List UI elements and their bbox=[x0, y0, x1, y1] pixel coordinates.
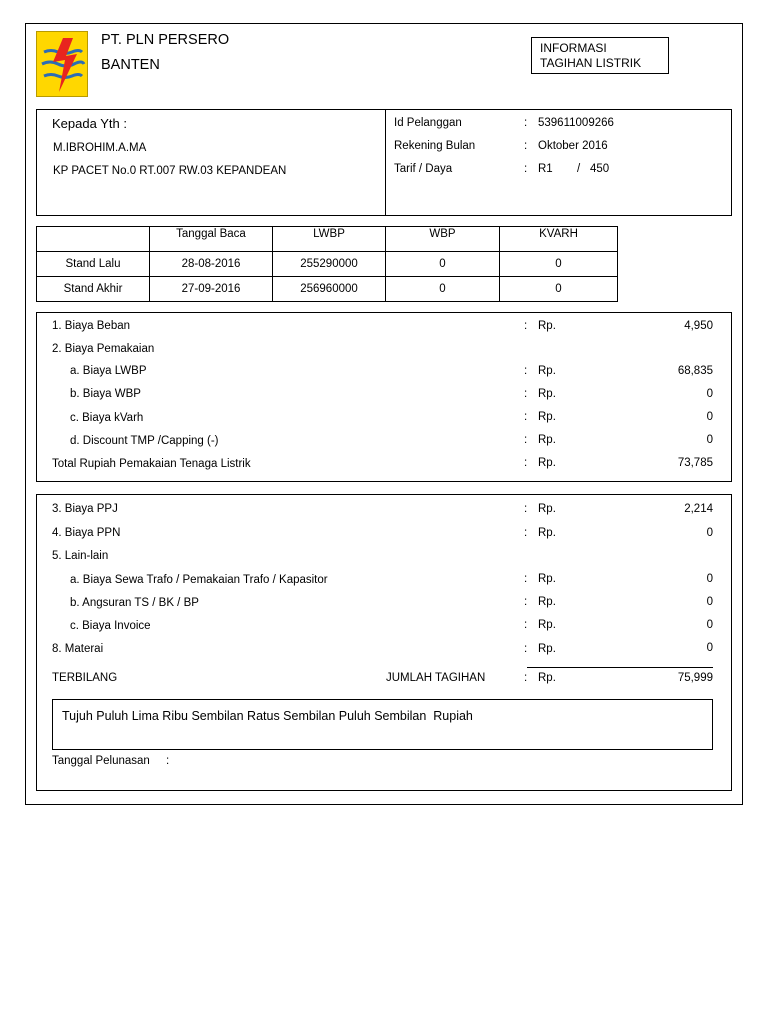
charge-value: 4,950 bbox=[684, 320, 713, 332]
amount-in-words: Tujuh Puluh Lima Ribu Sembilan Ratus Sembilan Puluh Sembilan Rupiah bbox=[62, 709, 473, 723]
meter-header-cell bbox=[37, 227, 150, 252]
payment-date-label: Tanggal Pelunasan bbox=[52, 755, 150, 767]
customer-id-value: 539611009266 bbox=[538, 117, 614, 129]
terbilang-label: TERBILANG bbox=[52, 672, 118, 684]
payment-date-sep: : bbox=[166, 755, 170, 767]
charge-label: 2. Biaya Pemakaian bbox=[52, 343, 155, 355]
tariff-slash: / bbox=[577, 163, 581, 175]
customer-id-label: Id Pelanggan bbox=[394, 117, 462, 129]
charge-sep: : bbox=[524, 596, 528, 608]
charge-label: 1. Biaya Beban bbox=[52, 320, 131, 332]
meter-header-cell: LWBP bbox=[273, 227, 386, 252]
charge-value: 0 bbox=[706, 573, 713, 585]
meter-cell: 0 bbox=[386, 252, 500, 277]
total-label: JUMLAH TAGIHAN bbox=[386, 672, 486, 684]
charge-sep: : bbox=[524, 503, 528, 515]
pln-logo-icon bbox=[36, 31, 88, 97]
info-line-2: TAGIHAN LISTRIK bbox=[540, 56, 642, 70]
charge-currency: Rp. bbox=[538, 320, 556, 332]
customer-box bbox=[36, 109, 732, 216]
meter-cell: 0 bbox=[386, 277, 500, 302]
charge-value: 0 bbox=[706, 411, 713, 423]
power-value: 450 bbox=[590, 163, 610, 175]
charge-sep: : bbox=[524, 457, 528, 469]
charge-sep: : bbox=[524, 527, 528, 539]
greeting: Kepada Yth : bbox=[52, 116, 127, 131]
usage-total-label: Total Rupiah Pemakaian Tenaga Listrik bbox=[52, 458, 251, 470]
charge-label: b. Angsuran TS / BK / BP bbox=[70, 597, 199, 609]
charge-currency: Rp. bbox=[538, 457, 556, 469]
charge-label: a. Biaya Sewa Trafo / Pemakaian Trafo / Kapasitor bbox=[70, 574, 328, 586]
customer-divider bbox=[385, 109, 386, 216]
company-name: PT. PLN PERSERO bbox=[101, 32, 230, 48]
sep: : bbox=[524, 140, 528, 152]
amount-in-words-box bbox=[52, 699, 713, 750]
meter-header-cell: WBP bbox=[386, 227, 500, 252]
period-label: Rekening Bulan bbox=[394, 140, 476, 152]
charge-currency: Rp. bbox=[538, 619, 556, 631]
charge-label: b. Biaya WBP bbox=[70, 388, 141, 400]
table-row bbox=[37, 277, 618, 302]
charge-label: d. Discount TMP /Capping (-) bbox=[70, 435, 219, 447]
meter-cell: Stand Lalu bbox=[37, 252, 150, 277]
total-sep: : bbox=[524, 672, 528, 684]
meter-cell: Stand Akhir bbox=[37, 277, 150, 302]
charge-currency: Rp. bbox=[538, 643, 556, 655]
charge-label: 8. Materai bbox=[52, 643, 104, 655]
table-row bbox=[37, 252, 618, 277]
charge-currency: Rp. bbox=[538, 434, 556, 446]
charge-label: 5. Lain-lain bbox=[52, 550, 109, 562]
charge-sep: : bbox=[524, 320, 528, 332]
meter-header-row bbox=[37, 227, 618, 252]
customer-name: M.IBROHIM.A.MA bbox=[53, 142, 147, 154]
sep: : bbox=[524, 117, 528, 129]
meter-cell: 0 bbox=[500, 252, 618, 277]
charge-currency: Rp. bbox=[538, 527, 556, 539]
period-value: Oktober 2016 bbox=[538, 140, 608, 152]
charge-sep: : bbox=[524, 619, 528, 631]
tariff-value: R1 bbox=[538, 163, 553, 175]
charge-value: 0 bbox=[706, 388, 713, 400]
company-region: BANTEN bbox=[101, 57, 160, 73]
meter-cell: 27-09-2016 bbox=[150, 277, 273, 302]
usage-total-value: 73,785 bbox=[677, 457, 713, 469]
charge-currency: Rp. bbox=[538, 388, 556, 400]
charge-label: c. Biaya Invoice bbox=[70, 620, 151, 632]
charge-currency: Rp. bbox=[538, 365, 556, 377]
charge-sep: : bbox=[524, 643, 528, 655]
charge-value: 0 bbox=[706, 434, 713, 446]
charge-value: 0 bbox=[706, 619, 713, 631]
charge-label: 4. Biaya PPN bbox=[52, 527, 121, 539]
charge-label: c. Biaya kVarh bbox=[70, 412, 144, 424]
charge-currency: Rp. bbox=[538, 503, 556, 515]
meter-cell: 28-08-2016 bbox=[150, 252, 273, 277]
customer-address: KP PACET No.0 RT.007 RW.03 KEPANDEAN bbox=[53, 165, 287, 177]
charge-sep: : bbox=[524, 434, 528, 446]
charge-currency: Rp. bbox=[538, 596, 556, 608]
charge-value: 68,835 bbox=[677, 365, 713, 377]
charge-label: 3. Biaya PPJ bbox=[52, 503, 118, 515]
charge-value: 0 bbox=[706, 642, 713, 654]
charge-currency: Rp. bbox=[538, 573, 556, 585]
meter-cell: 256960000 bbox=[273, 277, 386, 302]
charge-value: 0 bbox=[706, 527, 713, 539]
charge-sep: : bbox=[524, 411, 528, 423]
charge-value: 0 bbox=[706, 596, 713, 608]
total-divider bbox=[527, 667, 713, 668]
meter-cell: 255290000 bbox=[273, 252, 386, 277]
meter-header-cell: KVARH bbox=[500, 227, 618, 252]
total-currency: Rp. bbox=[538, 672, 556, 684]
charge-sep: : bbox=[524, 388, 528, 400]
charge-value: 2,214 bbox=[684, 503, 713, 515]
charge-currency: Rp. bbox=[538, 411, 556, 423]
charge-sep: : bbox=[524, 365, 528, 377]
meter-cell: 0 bbox=[500, 277, 618, 302]
meter-table bbox=[36, 226, 618, 302]
tariff-label: Tarif / Daya bbox=[394, 163, 453, 175]
charge-label: a. Biaya LWBP bbox=[70, 365, 147, 377]
bill-info-title bbox=[531, 37, 669, 74]
total-value: 75,999 bbox=[677, 672, 713, 684]
meter-header-cell: Tanggal Baca bbox=[150, 227, 273, 252]
charge-sep: : bbox=[524, 573, 528, 585]
sep: : bbox=[524, 163, 528, 175]
info-line-1: INFORMASI bbox=[540, 41, 607, 55]
